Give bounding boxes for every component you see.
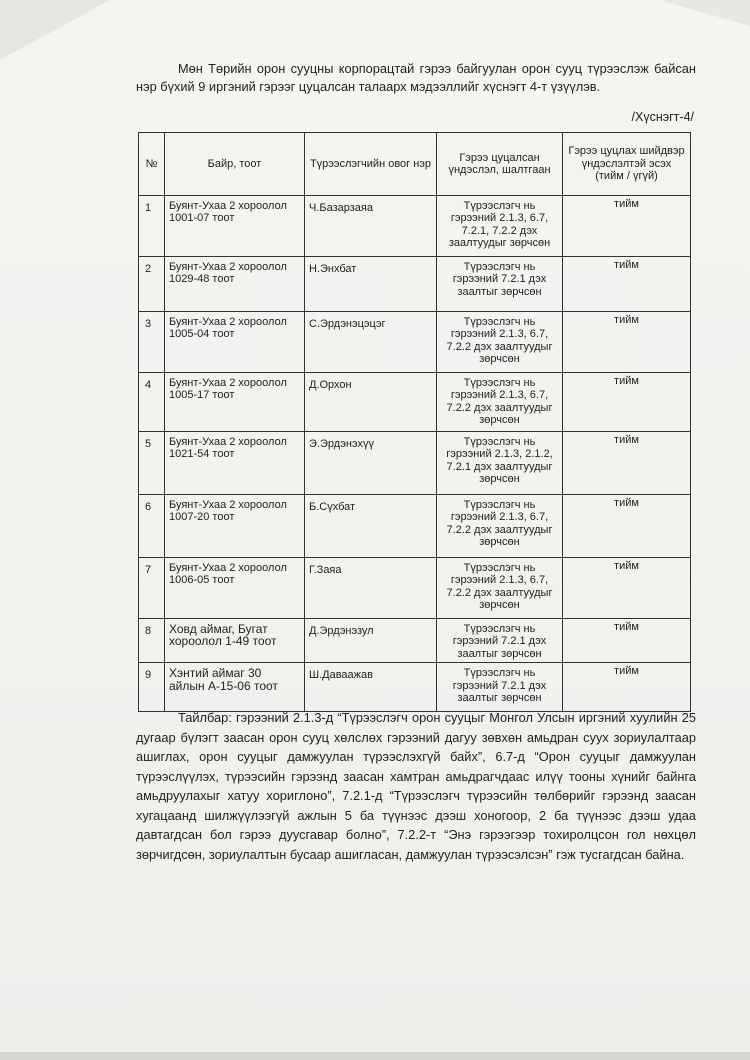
row-address: Ховд аймаг, Бугат хороолол 1-49 тоот — [165, 619, 305, 663]
table-row — [139, 257, 691, 312]
row-reason: Түрээслэгч нь гэрээний 2.1.3, 6.7, 7.2.2 дэх заалтуудыг зөрчсөн — [437, 312, 563, 373]
table-row — [139, 373, 691, 432]
table-row — [139, 619, 691, 663]
row-tenant-name: Д.Эрдэнэзул — [305, 619, 437, 663]
row-number: 8 — [139, 619, 165, 663]
row-address: Буянт-Ухаа 2 хороолол 1005-17 тоот — [165, 373, 305, 432]
row-reason: Түрээслэгч нь гэрээний 7.2.1 дэх заалтыг зөрчсөн — [437, 257, 563, 312]
intro-paragraph: Мөн Төрийн орон сууцны корпорацтай гэрээ байгуулан орон сууц түрээслэж байсан нэр бүхий 9 иргэний гэрээг цуцалсан талаарх мэдээллийг хүснэгт 4-т үзүүлэв. — [136, 61, 696, 94]
header-reason: Гэрээ цуцалсан үндэслэл, шалтгаан — [437, 133, 563, 196]
scan-bottom-edge — [0, 1052, 750, 1060]
row-decision: тийм — [563, 619, 691, 663]
row-reason: Түрээслэгч нь гэрээний 2.1.3, 6.7, 7.2.1, 7.2.2 дэх заалтуудыг зөрчсөн — [437, 196, 563, 257]
header-address: Байр, тоот — [165, 133, 305, 196]
header-tenant-name: Түрээслэгчийн овог нэр — [305, 133, 437, 196]
row-reason: Түрээслэгч нь гэрээний 2.1.3, 6.7, 7.2.2 дэх заалтуудыг зөрчсөн — [437, 373, 563, 432]
row-number: 1 — [139, 196, 165, 257]
row-reason: Түрээслэгч нь гэрээний 2.1.3, 2.1.2, 7.2.1 дэх заалтуудыг зөрчсөн — [437, 432, 563, 495]
row-address: Буянт-Ухаа 2 хороолол 1029-48 тоот — [165, 257, 305, 312]
table-annex-label: /Хүснэгт-4/ — [631, 110, 694, 124]
row-decision: тийм — [563, 495, 691, 558]
header-decision: Гэрээ цуцлах шийдвэр үндэслэлтэй эсэх (тийм / үгүй) — [563, 133, 691, 196]
row-address: Буянт-Ухаа 2 хороолол 1006-05 тоот — [165, 558, 305, 619]
row-address: Буянт-Ухаа 2 хороолол 1007-20 тоот — [165, 495, 305, 558]
table-row — [139, 495, 691, 558]
row-reason: Түрээслэгч нь гэрээний 7.2.1 дэх заалтыг зөрчсөн — [437, 663, 563, 712]
table-row — [139, 312, 691, 373]
row-number: 3 — [139, 312, 165, 373]
row-address: Хэнтий аймаг 30 айлын А-15-06 тоот — [165, 663, 305, 712]
table-row — [139, 558, 691, 619]
row-tenant-name: Ш.Даваажав — [305, 663, 437, 712]
page-fold-shadow — [0, 0, 110, 60]
page-fold-shadow-right — [660, 0, 750, 26]
row-tenant-name: Э.Эрдэнэхүү — [305, 432, 437, 495]
row-number: 4 — [139, 373, 165, 432]
row-number: 5 — [139, 432, 165, 495]
row-address: Буянт-Ухаа 2 хороолол 1021-54 тоот — [165, 432, 305, 495]
row-reason: Түрээслэгч нь гэрээний 2.1.3, 6.7, 7.2.2 дэх заалтуудыг зөрчсөн — [437, 495, 563, 558]
row-address: Буянт-Ухаа 2 хороолол 1005-04 тоот — [165, 312, 305, 373]
table-row — [139, 432, 691, 495]
row-number: 7 — [139, 558, 165, 619]
table-header-row — [139, 133, 691, 196]
row-decision: тийм — [563, 257, 691, 312]
row-decision: тийм — [563, 663, 691, 712]
contract-termination-table — [138, 132, 691, 712]
row-decision: тийм — [563, 196, 691, 257]
row-number: 9 — [139, 663, 165, 712]
row-tenant-name: Ч.Базарзаяа — [305, 196, 437, 257]
explanation-note: Тайлбар: гэрээний 2.1.3-д “Түрээслэгч орон сууцыг Монгол Улсын иргэний хуулийн 25 дугаар бүлэгт заасан орон сууц хөлслөх гэрээний дагуу зөвхөн амьдран суух зориулалтаар ашиглах, орон сууцыг дамжуулан түрээслэхгүй байх”, 6.7-д “Орон сууцыг дамжуулан түрээслүүлэх, түрээсийн гэрээнд заасан хамтран амьдрагчдаас илүү тооны хүнийг байнга амьдруулахыг хатуу хориглоно”, 7.2.1-д “Түрээслэгч түрээсийн төлбөрийг гэрээнд заасан хугацаанд шилжүүлээгүй ажлын 5 ба түүнээс дээш хоногоор, 2 ба түүнээс дээш удаа давтагдсан бол гэрээ дуусгавар болно”, 7.2.2-т “Энэ гэрээгээр тохиролцсон гол нөхцөл зөрчигдсөн, зориулалтын бусаар ашигласан, дамжуулан түрээсэлсэн” гэж тусгагдсан байна. — [136, 710, 696, 862]
row-reason: Түрээслэгч нь гэрээний 7.2.1 дэх заалтыг зөрчсөн — [437, 619, 563, 663]
row-number: 2 — [139, 257, 165, 312]
table-row — [139, 663, 691, 712]
row-tenant-name: Д.Орхон — [305, 373, 437, 432]
row-tenant-name: Б.Сүхбат — [305, 495, 437, 558]
row-address: Буянт-Ухаа 2 хороолол 1001-07 тоот — [165, 196, 305, 257]
row-tenant-name: Н.Энхбат — [305, 257, 437, 312]
row-decision: тийм — [563, 558, 691, 619]
header-number: № — [139, 133, 165, 196]
row-number: 6 — [139, 495, 165, 558]
row-decision: тийм — [563, 432, 691, 495]
row-tenant-name: С.Эрдэнэцэцэг — [305, 312, 437, 373]
row-decision: тийм — [563, 312, 691, 373]
row-tenant-name: Г.Заяа — [305, 558, 437, 619]
row-decision: тийм — [563, 373, 691, 432]
table-row — [139, 196, 691, 257]
row-reason: Түрээслэгч нь гэрээний 2.1.3, 6.7, 7.2.2 дэх заалтуудыг зөрчсөн — [437, 558, 563, 619]
